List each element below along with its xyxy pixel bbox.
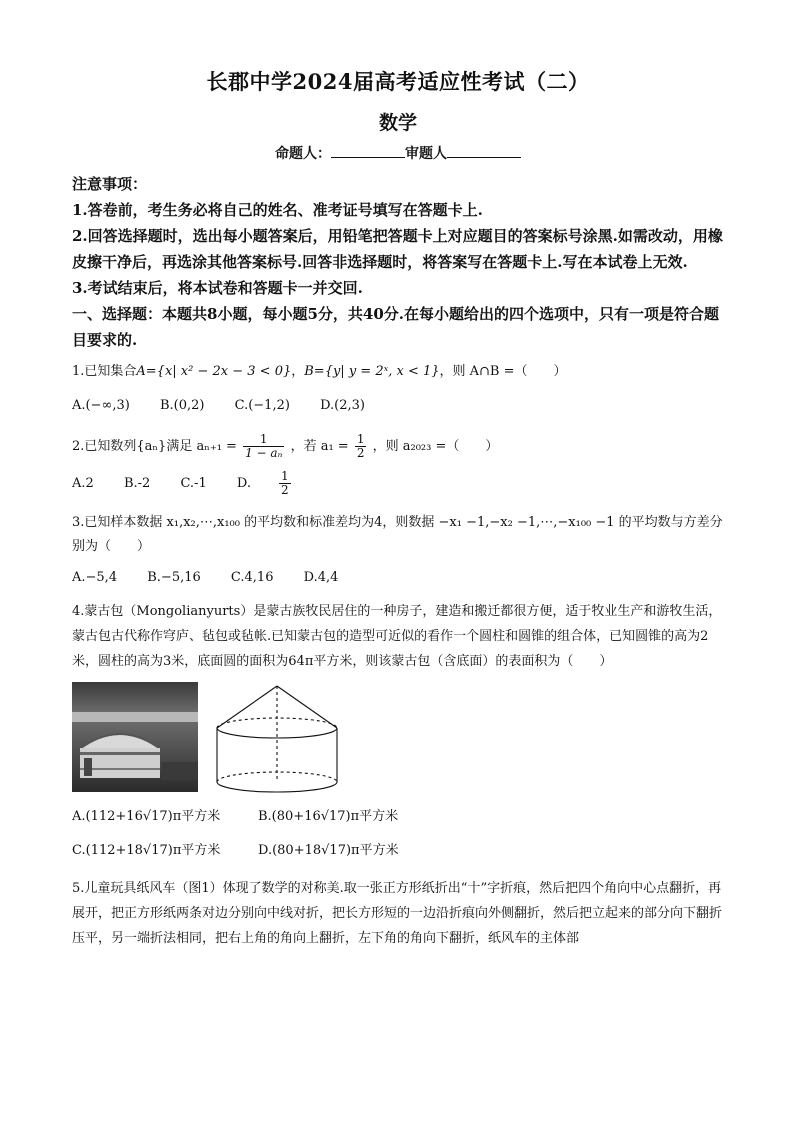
option-c: C.4,16	[230, 570, 274, 585]
setter-blank	[331, 145, 405, 158]
option-c: C.(−1,2)	[234, 398, 290, 413]
option-d: D.(2,3)	[320, 398, 365, 413]
question-2: 2.已知数列{aₙ}满足 aₙ₊₁ = $\frac{1}{\text{1 − aₙ}}$ ，若 a₁ = $\frac{1}{2}$ ，则 a₂₀₂₃ =（ ）	[72, 432, 499, 460]
setter-label: 命题人：	[275, 146, 331, 162]
set-b: B={y| y = 2ˣ, x < 1}	[304, 364, 440, 379]
option-d: D.4,4	[303, 570, 339, 585]
option-d: D.(80+18√17)π平方米	[258, 843, 399, 858]
notice-item-3: 3.考试结束后，将本试卷和答题卡一并交回.	[72, 279, 363, 297]
option-a: A.(−∞,3)	[72, 398, 130, 413]
exam-title: 长郡中学2024届高考适应性考试（二）	[206, 69, 590, 94]
notice-item-2: 2.回答选择题时，选出每小题答案后，用铅笔把答题卡上对应题目的答案标号涂黑.如需改动，用橡皮擦干净后，再选涂其他答案标号.回答非选择题时，将答案写在答题卡上.写在本试卷上无效.	[72, 227, 723, 271]
section-1-heading: 一、选择题：本题共8小题，每小题5分，共40分.在每小题给出的四个选项中，只有一项是符合题目要求的.	[72, 305, 719, 349]
option-a: A.2	[72, 476, 94, 491]
set-a: A={x| x² − 2x − 3 < 0}	[136, 364, 292, 379]
option-a: A.−5,4	[72, 570, 118, 585]
cone-cylinder-diagram	[212, 682, 342, 800]
option-b: B.(80+16√17)π平方米	[258, 809, 399, 824]
option-d: D. $\frac{1}{2}$	[236, 469, 289, 497]
yurt-photo	[72, 682, 198, 792]
question-4-options-row-2	[72, 838, 724, 864]
authors-line	[72, 143, 724, 163]
question-1-options	[72, 395, 724, 417]
question-3: 3.已知样本数据 x₁,x₂,⋯,x₁₀₀ 的平均数和标准差均为4，则数据 −x₁ −1,−x₂ −1,⋯,−x₁₀₀ −1 的平均数与方差分别为（ ）	[72, 515, 723, 554]
question-5: 5.儿童玩具纸风车（图1）体现了数学的对称美.取一张正方形纸折出“十”字折痕，然后把四个角向中心点翻折，再展开，把正方形纸两条对边分别向中线对折，把长方形短的一边沿折痕向外侧翻折，然后把立起来的部分向下翻折压平，另一端折法相同，把右上角的角向上翻折，左下角的角向下翻折，纸风车的主体部	[72, 881, 723, 946]
question-4-options-row-1	[72, 804, 724, 830]
option-b: B.−5,16	[147, 570, 201, 585]
reviewer-blank	[447, 145, 521, 158]
option-c: C.-1	[180, 476, 207, 491]
recurrence-fraction: $\frac{1}{\text{1 − aₙ}}$	[245, 432, 283, 460]
option-b: B.-2	[123, 476, 151, 491]
option-a: A.(112+16√17)π平方米	[72, 809, 221, 824]
a1-fraction: $\frac{1}{2}$	[356, 432, 365, 460]
exam-subject: 数学	[378, 112, 417, 134]
question-4-figures	[72, 682, 724, 800]
notice-item-1: 1.答卷前，考生务必将自己的姓名、准考证号填写在答题卡上.	[72, 201, 483, 219]
question-1: 1.已知集合A={x| x² − 2x − 3 < 0}，B={y| y = 2ˣ, x < 1}，则 A∩B =（ ）	[72, 364, 567, 379]
question-3-options	[72, 567, 724, 589]
question-2-options	[72, 470, 724, 497]
notice-heading: 注意事项：	[72, 175, 148, 193]
reviewer-label: 审题人	[405, 146, 447, 162]
question-4: 4.蒙古包（Mongolianyurts）是蒙古族牧民居住的一种房子，建造和搬迁都很方便，适于牧业生产和游牧生活，蒙古包古代称作穹庐、毡包或毡帐.已知蒙古包的造型可近似的看作一个圆柱和圆锥的组合体，已知圆锥的高为2米，圆柱的高为3米，底面圆的面积为64π平方米，则该蒙古包（含底面）的表面积为（ ）	[72, 604, 722, 669]
exam-page	[72, 66, 724, 951]
option-c: C.(112+18√17)π平方米	[72, 843, 221, 858]
option-b: B.(0,2)	[159, 398, 205, 413]
